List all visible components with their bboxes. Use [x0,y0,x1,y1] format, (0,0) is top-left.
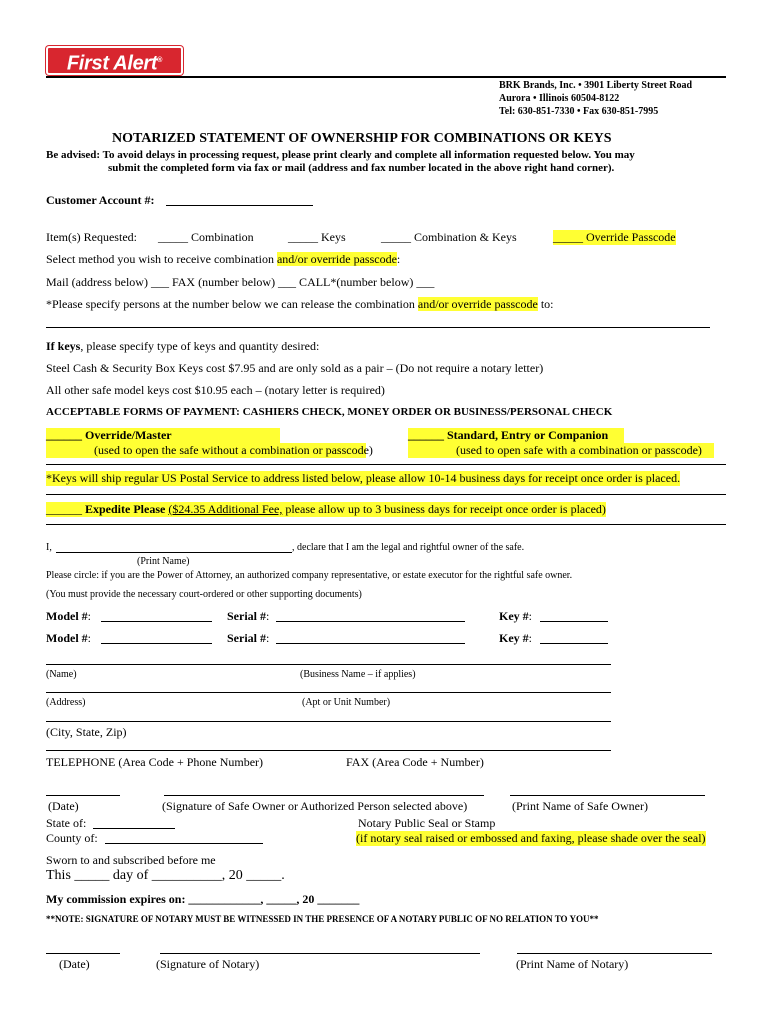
seal-label: Notary Public Seal or Stamp [358,816,496,830]
serial-field-2[interactable] [276,643,465,644]
telephone-caption: TELEPHONE (Area Code + Phone Number) [46,755,264,769]
name-caption: (Name) [46,669,77,680]
county-of-field[interactable] [105,843,263,844]
first-alert-logo [46,46,183,75]
address-line-1: BRK Brands, Inc. • 3901 Liberty Street Road [499,80,693,91]
county-of-label: County of: [46,831,98,845]
apt-caption: (Apt or Unit Number) [302,697,391,708]
state-of-field[interactable] [93,828,175,829]
item-combination-keys[interactable]: _____ Combination & Keys [381,230,517,244]
specify-suffix: to: [537,297,554,311]
serial-label-1: Serial #: [227,609,270,623]
seal-note: (if notary seal raised or embossed and faxing, please shade over the seal) [356,831,706,845]
notary-date-field[interactable] [46,953,120,954]
item-keys[interactable]: _____ Keys [288,230,346,244]
items-requested-label: Item(s) Requested: [46,230,137,244]
key-label-2: Key #: [499,631,533,645]
item-override-passcode[interactable]: _____ Override Passcode [553,230,676,244]
standard-note: (used to open safe with a combination or passcode) [408,443,714,458]
shipping-box-top [46,464,726,465]
key-label-1: Key #: [499,609,533,623]
print-name-caption: (Print Name) [137,556,190,567]
method-options[interactable]: Mail (address below) ___ FAX (number below) ___ CALL*(number below) ___ [46,275,435,289]
steel-cash-keys: Steel Cash & Security Box Keys cost $7.95 and are only sold as a pair – (Do not require a notary letter) [46,361,544,375]
standard-option[interactable]: ______ Standard, Entry or Companion [408,428,624,443]
i-label: I, [46,542,52,553]
override-master-option[interactable]: ______ Override/Master [46,428,280,443]
method-suffix: : [396,252,401,266]
method-prefix: Select method you wish to receive combination [46,252,277,266]
owner-print-caption: (Print Name of Safe Owner) [512,799,648,813]
key-field-2[interactable] [540,643,608,644]
company-address [499,79,692,118]
logo-mark: ® [157,57,163,64]
expedite-rest: please allow up to 3 business days for receipt once order is placed) [282,502,606,516]
customer-account-label: Customer Account #: [46,193,155,207]
shipping-box-bottom [46,494,726,495]
fax-caption: FAX (Area Code + Number) [346,755,484,769]
address-line-2: Aurora • Illinois 60504-8122 [499,93,620,104]
override-master-note: (used to open the safe without a combination or passcode) [46,443,366,458]
sworn-text: Sworn to and subscribed before me [46,853,216,867]
notary-signature-caption: (Signature of Notary) [156,957,260,971]
advised-line-1: Be advised: To avoid delays in processing request, please print clearly and complete all information requested below. You may [46,149,635,161]
if-keys-rest: , please specify type of keys and quantity desired: [80,339,320,353]
advised-line-2: submit the completed form via fax or mail (address and fax number located in the above right hand corner). [108,162,615,174]
address-field[interactable] [46,692,611,693]
notary-signature-field[interactable] [160,953,480,954]
form-title: NOTARIZED STATEMENT OF OWNERSHIP FOR COMBINATIONS OR KEYS [112,131,612,146]
logo-text: First Alert [66,52,158,75]
expedite-bold: Expedite Please [85,502,166,516]
notary-print-caption: (Print Name of Notary) [516,957,629,971]
other-safe-keys: All other safe model keys cost $10.95 each – (notary letter is required) [46,383,385,397]
address-line-3: Tel: 630-851-7330 • Fax 630-851-7995 [499,106,659,117]
owner-print-field[interactable] [510,795,705,796]
business-name-caption: (Business Name – if applies) [300,669,416,680]
payment-forms-heading: ACCEPTABLE FORMS OF PAYMENT: CASHIERS CHECK, MONEY ORDER OR BUSINESS/PERSONAL CHECK [46,406,613,418]
specify-highlight: and/or override passcode [417,297,538,311]
expedite-blank: ______ [46,502,85,516]
declare-text: , declare that I am the legal and rightful owner of the safe. [292,542,525,553]
phone-fax-field[interactable] [46,750,611,751]
notary-print-field[interactable] [517,953,712,954]
please-circle: Please circle: if you are the Power of Attorney, an authorized company representative, or estate executor for the rightful safe owner. [46,570,573,581]
address-caption: (Address) [46,697,86,708]
method-line [46,252,400,267]
method-highlight: and/or override passcode [276,252,397,266]
key-field-1[interactable] [540,621,608,622]
notary-date-caption: (Date) [59,957,90,971]
state-of-label: State of: [46,816,87,830]
serial-label-2: Serial #: [227,631,270,645]
item-combination[interactable]: _____ Combination [158,230,254,244]
serial-field-1[interactable] [276,621,465,622]
expedite-box-bottom [46,524,726,525]
owner-signature-field[interactable] [164,795,484,796]
print-name-field[interactable] [56,552,292,553]
specify-prefix: *Please specify persons at the number below we can release the combination [46,297,418,311]
if-keys-bold: If keys [46,339,81,353]
expedite-fee: ($24.35 Additional Fee, [168,502,283,516]
owner-date-field[interactable] [46,795,120,796]
owner-signature-caption: (Signature of Safe Owner or Authorized Person selected above) [162,799,468,813]
commission-line[interactable]: My commission expires on: ____________, _____, 20 _______ [46,892,360,906]
model-label-2: Model #: [46,631,92,645]
expedite-line[interactable] [46,502,606,517]
release-persons-field[interactable] [46,327,710,328]
customer-account-field[interactable] [166,205,313,206]
city-caption: (City, State, Zip) [46,725,127,739]
model-field-2[interactable] [101,643,212,644]
if-keys-line [46,339,319,354]
notary-note: **NOTE: SIGNATURE OF NOTARY MUST BE WITNESSED IN THE PRESENCE OF A NOTARY PUBLIC OF NO RELATION TO YOU** [46,914,599,924]
header-rule [46,76,726,78]
city-field[interactable] [46,721,611,722]
model-label-1: Model #: [46,609,92,623]
name-field[interactable] [46,664,611,665]
this-day-line[interactable]: This _____ day of __________, 20 _____. [46,868,285,883]
model-field-1[interactable] [101,621,212,622]
must-provide: (You must provide the necessary court-ordered or other supporting documents) [46,589,362,600]
shipping-note: *Keys will ship regular US Postal Service to address listed below, please allow 10-14 business days for receipt once order is placed. [46,471,681,485]
specify-line [46,297,554,312]
owner-date-caption: (Date) [48,799,79,813]
